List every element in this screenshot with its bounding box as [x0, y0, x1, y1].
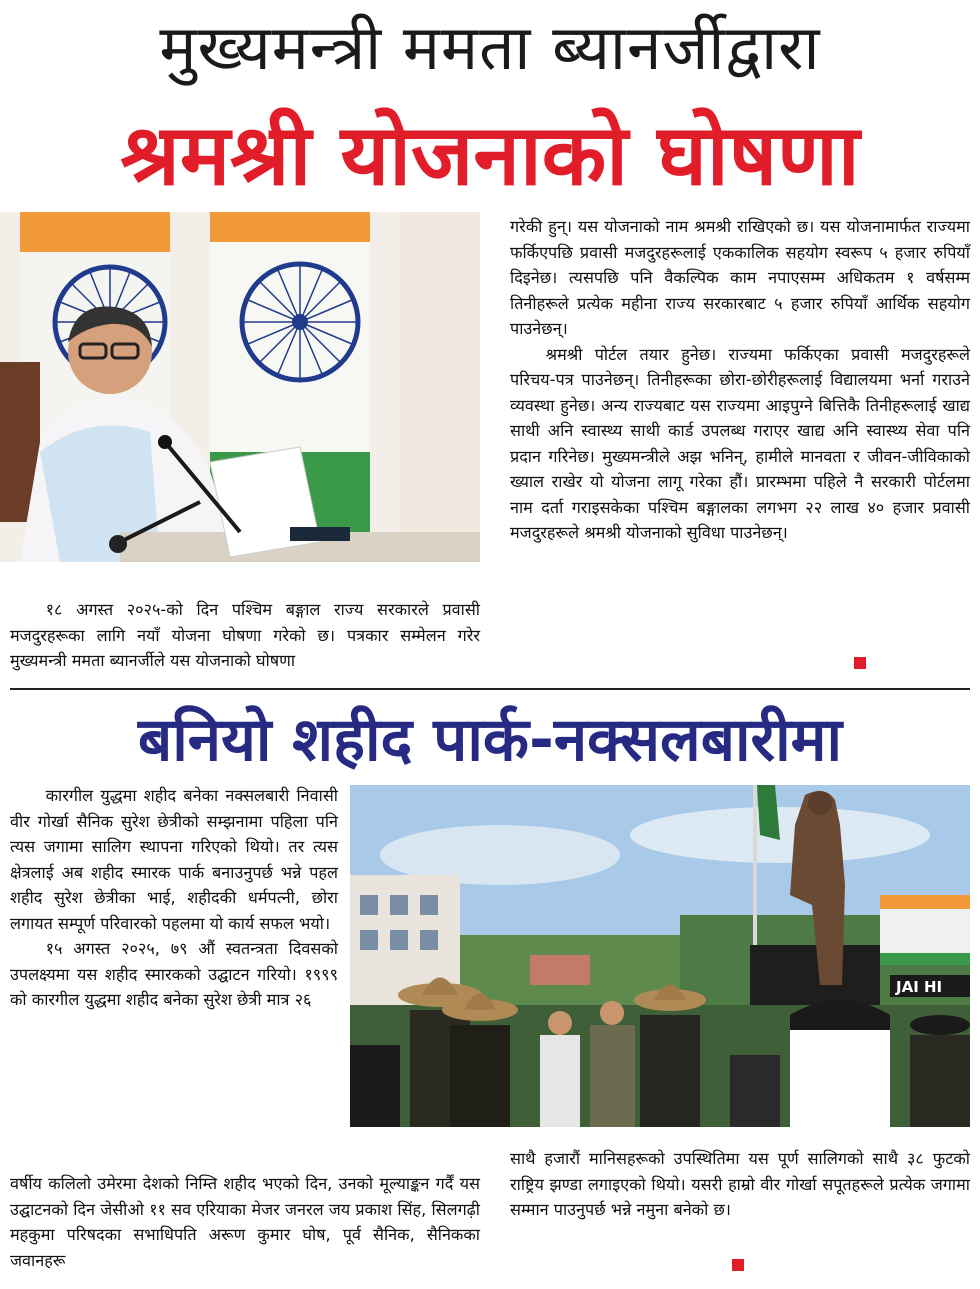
article2-headline: बनियो शहीद पार्क-नक्सलबारीमा [137, 705, 843, 775]
article1-headline-line1: मुख्यमन्त्री ममता ब्यानर्जीद्वारा [159, 11, 821, 84]
article2-col1-paragraph2: १५ अगस्त २०२५, ७९ औं स्वतन्त्रता दिवसको उपलक्ष्यमा यस शहीद स्मारकको उद्घाटन गरियो। १९९९ को कारगील युद्धमा शहीद बनेका सुरेश छेत्री मात्र २६ [10, 939, 338, 1009]
article1-column2 [510, 214, 970, 546]
article2-bottom-left: वर्षीय कलिलो उमेरमा देशको निम्ति शहीद भएको दिन, उनको मूल्याङ्कन गर्दैं यस उद्घाटनको दिन जेसीओ ११ सव एरियाका मेजर जनरल जय प्रकाश सिंह, सिलगढ़ी महकुमा परिषदका सभाधिपति अरूण कुमार घोष, पूर्व सैनिक, सैनिकका जवानहरू [10, 1174, 480, 1270]
article2-col1-paragraph1: कारगील युद्धमा शहीद बनेका नक्सलबारी निवासी वीर गोर्खा सैनिक सुरेश छेत्रीको सम्झनामा पहिला पनि त्यस जगामा सालिग स्थापना गरिएको थियो। तर त्यस क्षेत्रलाई अब शहीद स्मारक पार्क बनाउनुपर्छ भन्ने पहल शहीद सुरेश छेत्रीका भाई, शहीदकी धर्मपत्नी, छोरा लगायत सम्पूर्ण परिवारको पहलमा यो कार्य सफल भयो। [10, 786, 338, 933]
article1-headline-line2: श्रमश्री योजनाको घोषणा [120, 106, 860, 204]
article2-bottom-right: साथै हजारौं मानिसहरूको उपस्थितिमा यस पूर्ण सालिगको साथै ३८ फुटको राष्ट्रिय झण्डा लगाइएको थियो। यसरी हाम्रो वीर गोर्खा सपूतहरूले प्रत्येक जगामा सम्मान पाउनुपर्छ भन्ने नमुना बनेको छ। [510, 1149, 970, 1219]
end-mark-1 [854, 657, 866, 669]
article1-col2-paragraph1: गरेकी हुन्। यस योजनाको नाम श्रमश्री राखिएको छ। यस योजनामार्फत राज्यमा फर्किएपछि प्रवासी मजदुरहरूलाई एककालिक सहयोग स्वरूप ५ हजार रुपियाँ दिइनेछ। त्यसपछि पनि वैकल्पिक काम नपाएसम्म अधिकतम १ वर्षसम्म तिनीहरूले प्रत्येक महीना राज्य सरकारबाट ५ हजार रुपियाँ आर्थिक सहयोग पाउनेछन्। [510, 217, 970, 338]
photo-sign-text: JAI HI [896, 978, 943, 996]
article1-caption: १८ अगस्त २०२५-को दिन पश्चिम बङ्गाल राज्य सरकारले प्रवासी मजदुरहरूका लागि नयाँ योजना घोषणा गरेको छ। पत्रकार सम्मेलन गरेर मुख्यमन्त्री ममता ब्यानर्जीले यस योजनाको घोषणा [10, 600, 480, 670]
section-divider [10, 688, 970, 690]
article2-column1 [10, 783, 338, 1013]
article2-photo [350, 785, 970, 1127]
article1-col2-paragraph2: श्रमश्री पोर्टल तयार हुनेछ। राज्यमा फर्किएका प्रवासी मजदुरहरूले परिचय-पत्र पाउनेछन्। तिनीहरूका छोरा-छोरीहरूलाई विद्यालयमा भर्ना गराउने व्यवस्था हुनेछ। अन्य राज्यबाट यस राज्यमा आइपुग्ने बित्तिकै तिनीहरूलाई खाद्य साथी अनि स्वास्थ्य साथी कार्ड उपलब्ध गराएर खाद्य अनि स्वास्थ्य सेवा पनि प्रदान गरिनेछ। मुख्यमन्त्रीले अझ भनिन्, हामीले मानवता र जीवन-जीविकाको ख्याल राखेर यो योजना लागू गरेका हौं। प्रारम्भमा पहिले नै सरकारी पोर्टलमा नाम दर्ता गराइसकेका पश्चिम बङ्गालका लगभग २२ लाख ४० हजार प्रवासी मजदुरहरूले श्रमश्री योजनाको सुविधा पाउनेछन्। [510, 344, 970, 542]
article1-photo [0, 212, 480, 562]
end-mark-2 [732, 1259, 744, 1271]
